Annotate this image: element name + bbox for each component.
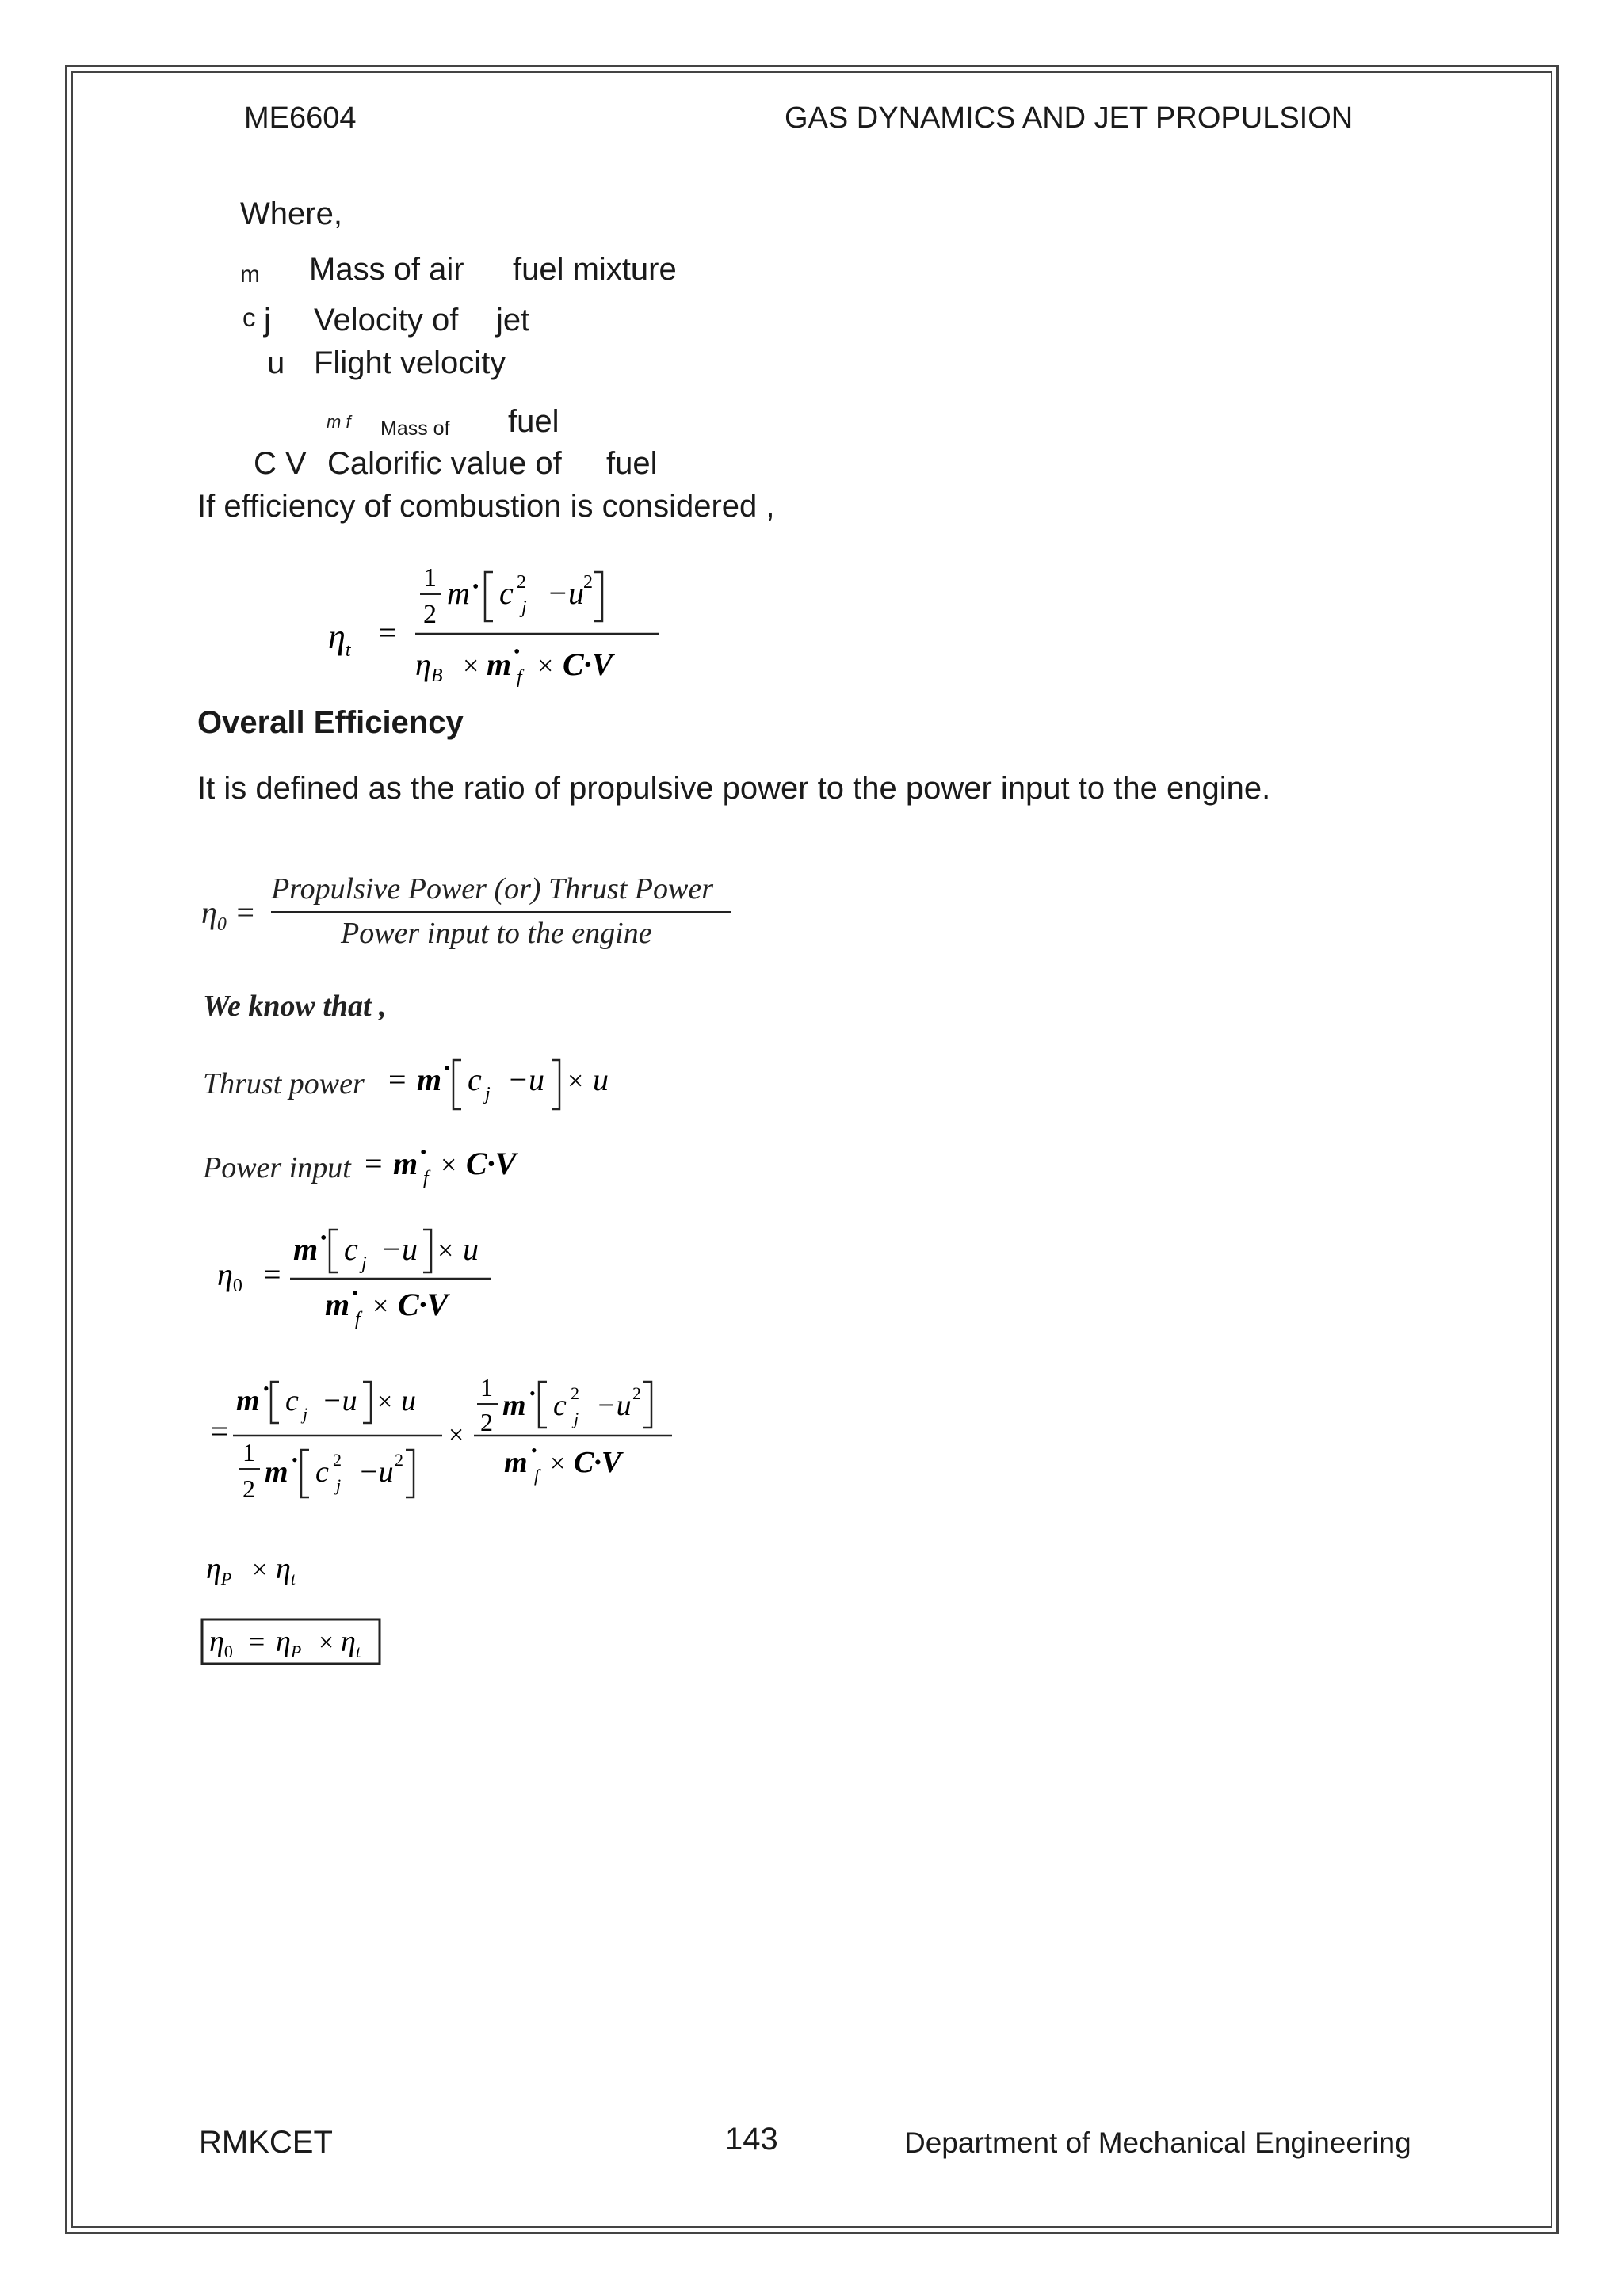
eta0-denominator: Power input to the engine: [341, 917, 652, 950]
power-input-lhs: Power input: [203, 1151, 351, 1184]
def-mf-b: fuel: [508, 404, 559, 439]
svg-text:C·V: C·V: [563, 646, 613, 682]
eta0-product-equation: [208, 1363, 683, 1521]
svg-text:ηt: $\eta_t$: [328, 617, 351, 661]
svg-text:c: c: [553, 1389, 567, 1422]
definitions-intro: Where,: [240, 196, 342, 231]
svg-text:=: =: [211, 1413, 229, 1449]
svg-text:×: ×: [449, 1421, 464, 1450]
svg-text:=: =: [379, 615, 397, 650]
svg-text:f: f: [355, 1309, 361, 1329]
def-cj-a: Velocity of: [314, 303, 459, 338]
svg-text:c: c: [285, 1384, 299, 1417]
svg-text:j: j: [521, 597, 527, 618]
svg-text:−u: −u: [507, 1062, 544, 1097]
svg-text:m: m: [487, 646, 512, 682]
symbol-c: c: [242, 303, 256, 332]
svg-text:2: 2: [632, 1383, 641, 1403]
we-know-that: We know that ,: [203, 990, 387, 1023]
thrust-power-rhs: [388, 1046, 626, 1117]
svg-text:2: 2: [480, 1408, 493, 1436]
symbol-mf: m f: [327, 412, 351, 432]
svg-text:c: c: [499, 575, 514, 611]
svg-text:−u: −u: [322, 1384, 357, 1417]
svg-text:×: ×: [319, 1628, 334, 1657]
footer-page-number: 143: [725, 2122, 778, 2157]
svg-text:•: •: [444, 1058, 451, 1079]
header-course-code: ME6604: [244, 101, 357, 135]
def-mf-a: Mass of: [380, 418, 450, 440]
eta0-expansion-equation: [214, 1220, 515, 1331]
thermal-efficiency-equation: [317, 547, 682, 697]
def-cj-b: jet: [496, 303, 530, 338]
svg-text:m: m: [393, 1146, 418, 1181]
svg-text:C·V: C·V: [398, 1287, 449, 1322]
symbol-u: u: [267, 345, 285, 380]
svg-text:×: ×: [537, 650, 554, 681]
svg-text:C·V: C·V: [466, 1146, 517, 1181]
svg-text:ηt: $\eta_t$: [341, 1625, 361, 1661]
combustion-note: If efficiency of combustion is considered ,: [197, 489, 775, 524]
svg-text:c: c: [344, 1231, 358, 1267]
svg-text:−u: −u: [547, 575, 584, 611]
svg-text:ηt: $\eta_t$: [276, 1552, 296, 1589]
thrust-power-lhs: Thrust power: [203, 1067, 365, 1100]
svg-text:•: •: [352, 1283, 359, 1304]
def-cv-a: Calorific value of: [327, 446, 562, 481]
page-border-inner: [71, 71, 1552, 2228]
svg-text:×: ×: [252, 1555, 268, 1585]
svg-text:m: m: [417, 1062, 442, 1097]
svg-text:×: ×: [441, 1149, 457, 1180]
svg-text:u: u: [401, 1384, 416, 1417]
svg-text:m: m: [236, 1384, 260, 1417]
symbol-m: m: [240, 261, 260, 288]
svg-text:=: =: [263, 1257, 281, 1292]
svg-text:×: ×: [550, 1449, 566, 1478]
svg-text:•: •: [263, 1379, 269, 1398]
svg-text:1: 1: [242, 1438, 255, 1466]
svg-text:ηP: $\eta_P$: [276, 1625, 302, 1661]
symbol-cv: C V: [254, 446, 307, 481]
svg-text:×: ×: [372, 1290, 389, 1322]
footer-department: Department of Mechanical Engineering: [904, 2126, 1411, 2159]
section-heading: Overall Efficiency: [197, 705, 464, 740]
svg-text:η0: $\eta_0$: [217, 1257, 242, 1296]
svg-text:j: j: [303, 1404, 308, 1424]
svg-text:×: ×: [437, 1234, 454, 1266]
svg-text:C·V: C·V: [574, 1446, 622, 1479]
svg-text:f: f: [423, 1168, 429, 1188]
svg-text:m: m: [447, 575, 470, 611]
svg-text:•: •: [420, 1142, 427, 1163]
svg-text:ηB: $\eta_B$: [415, 646, 443, 686]
svg-text:2: 2: [583, 572, 593, 593]
svg-text:=: =: [365, 1146, 383, 1181]
svg-text:•: •: [531, 1440, 537, 1460]
def-m-a: Mass of air: [309, 252, 464, 287]
svg-text:1: 1: [423, 563, 437, 593]
svg-text:•: •: [529, 1383, 536, 1403]
svg-text:•: •: [292, 1450, 298, 1470]
svg-text:=: =: [388, 1062, 407, 1097]
svg-text:m: m: [502, 1389, 526, 1422]
svg-text:×: ×: [377, 1387, 393, 1417]
svg-text:u: u: [463, 1231, 479, 1267]
svg-text:f: f: [534, 1466, 540, 1486]
svg-text:η0: $\eta_0$: [209, 1625, 233, 1661]
power-input-rhs: [365, 1133, 555, 1196]
symbol-j: j: [264, 303, 271, 338]
svg-text:m: m: [293, 1231, 319, 1267]
eta0-numerator: Propulsive Power (or) Thrust Power: [271, 872, 714, 906]
svg-text:f: f: [517, 667, 522, 688]
def-cv-b: fuel: [606, 446, 658, 481]
def-m-b: fuel mixture: [513, 252, 677, 287]
svg-text:c: c: [468, 1062, 482, 1097]
def-u: Flight velocity: [314, 345, 506, 380]
svg-text:j: j: [361, 1253, 367, 1274]
svg-text:m: m: [325, 1287, 350, 1322]
svg-text:c: c: [315, 1455, 329, 1489]
svg-text:2: 2: [395, 1450, 403, 1470]
eta-product: [203, 1545, 346, 1600]
svg-text:2: 2: [571, 1383, 579, 1403]
svg-text:−u: −u: [380, 1231, 418, 1267]
svg-text:•: •: [320, 1228, 327, 1249]
svg-text:ηP: $\eta_P$: [206, 1552, 232, 1589]
header-course-title: GAS DYNAMICS AND JET PROPULSION: [785, 101, 1354, 135]
svg-text:1: 1: [480, 1373, 493, 1402]
svg-text:j: j: [485, 1084, 491, 1104]
eta0-lhs: $\eta_0$ =: [201, 894, 256, 935]
svg-text:m: m: [504, 1446, 528, 1479]
section-definition: It is defined as the ratio of propulsive power to the power input to the engine.: [197, 771, 1271, 806]
svg-text:u: u: [593, 1062, 609, 1097]
svg-text:2: 2: [333, 1450, 342, 1470]
footer-institution: RMKCET: [199, 2125, 333, 2160]
svg-text:j: j: [336, 1475, 342, 1495]
svg-text:m: m: [265, 1455, 288, 1489]
svg-text:−u: −u: [596, 1389, 632, 1422]
svg-text:2: 2: [517, 572, 526, 593]
svg-text:j: j: [574, 1409, 579, 1428]
svg-text:−u: −u: [358, 1455, 394, 1489]
svg-text:=: =: [249, 1626, 265, 1657]
svg-text:•: •: [472, 577, 479, 597]
svg-text:2: 2: [423, 600, 437, 629]
final-result-box: [200, 1616, 390, 1672]
svg-text:×: ×: [567, 1065, 584, 1097]
svg-text:2: 2: [242, 1474, 255, 1503]
svg-text:×: ×: [463, 650, 479, 681]
eta0-fraction-bar: [271, 911, 731, 913]
svg-text:•: •: [514, 642, 521, 662]
